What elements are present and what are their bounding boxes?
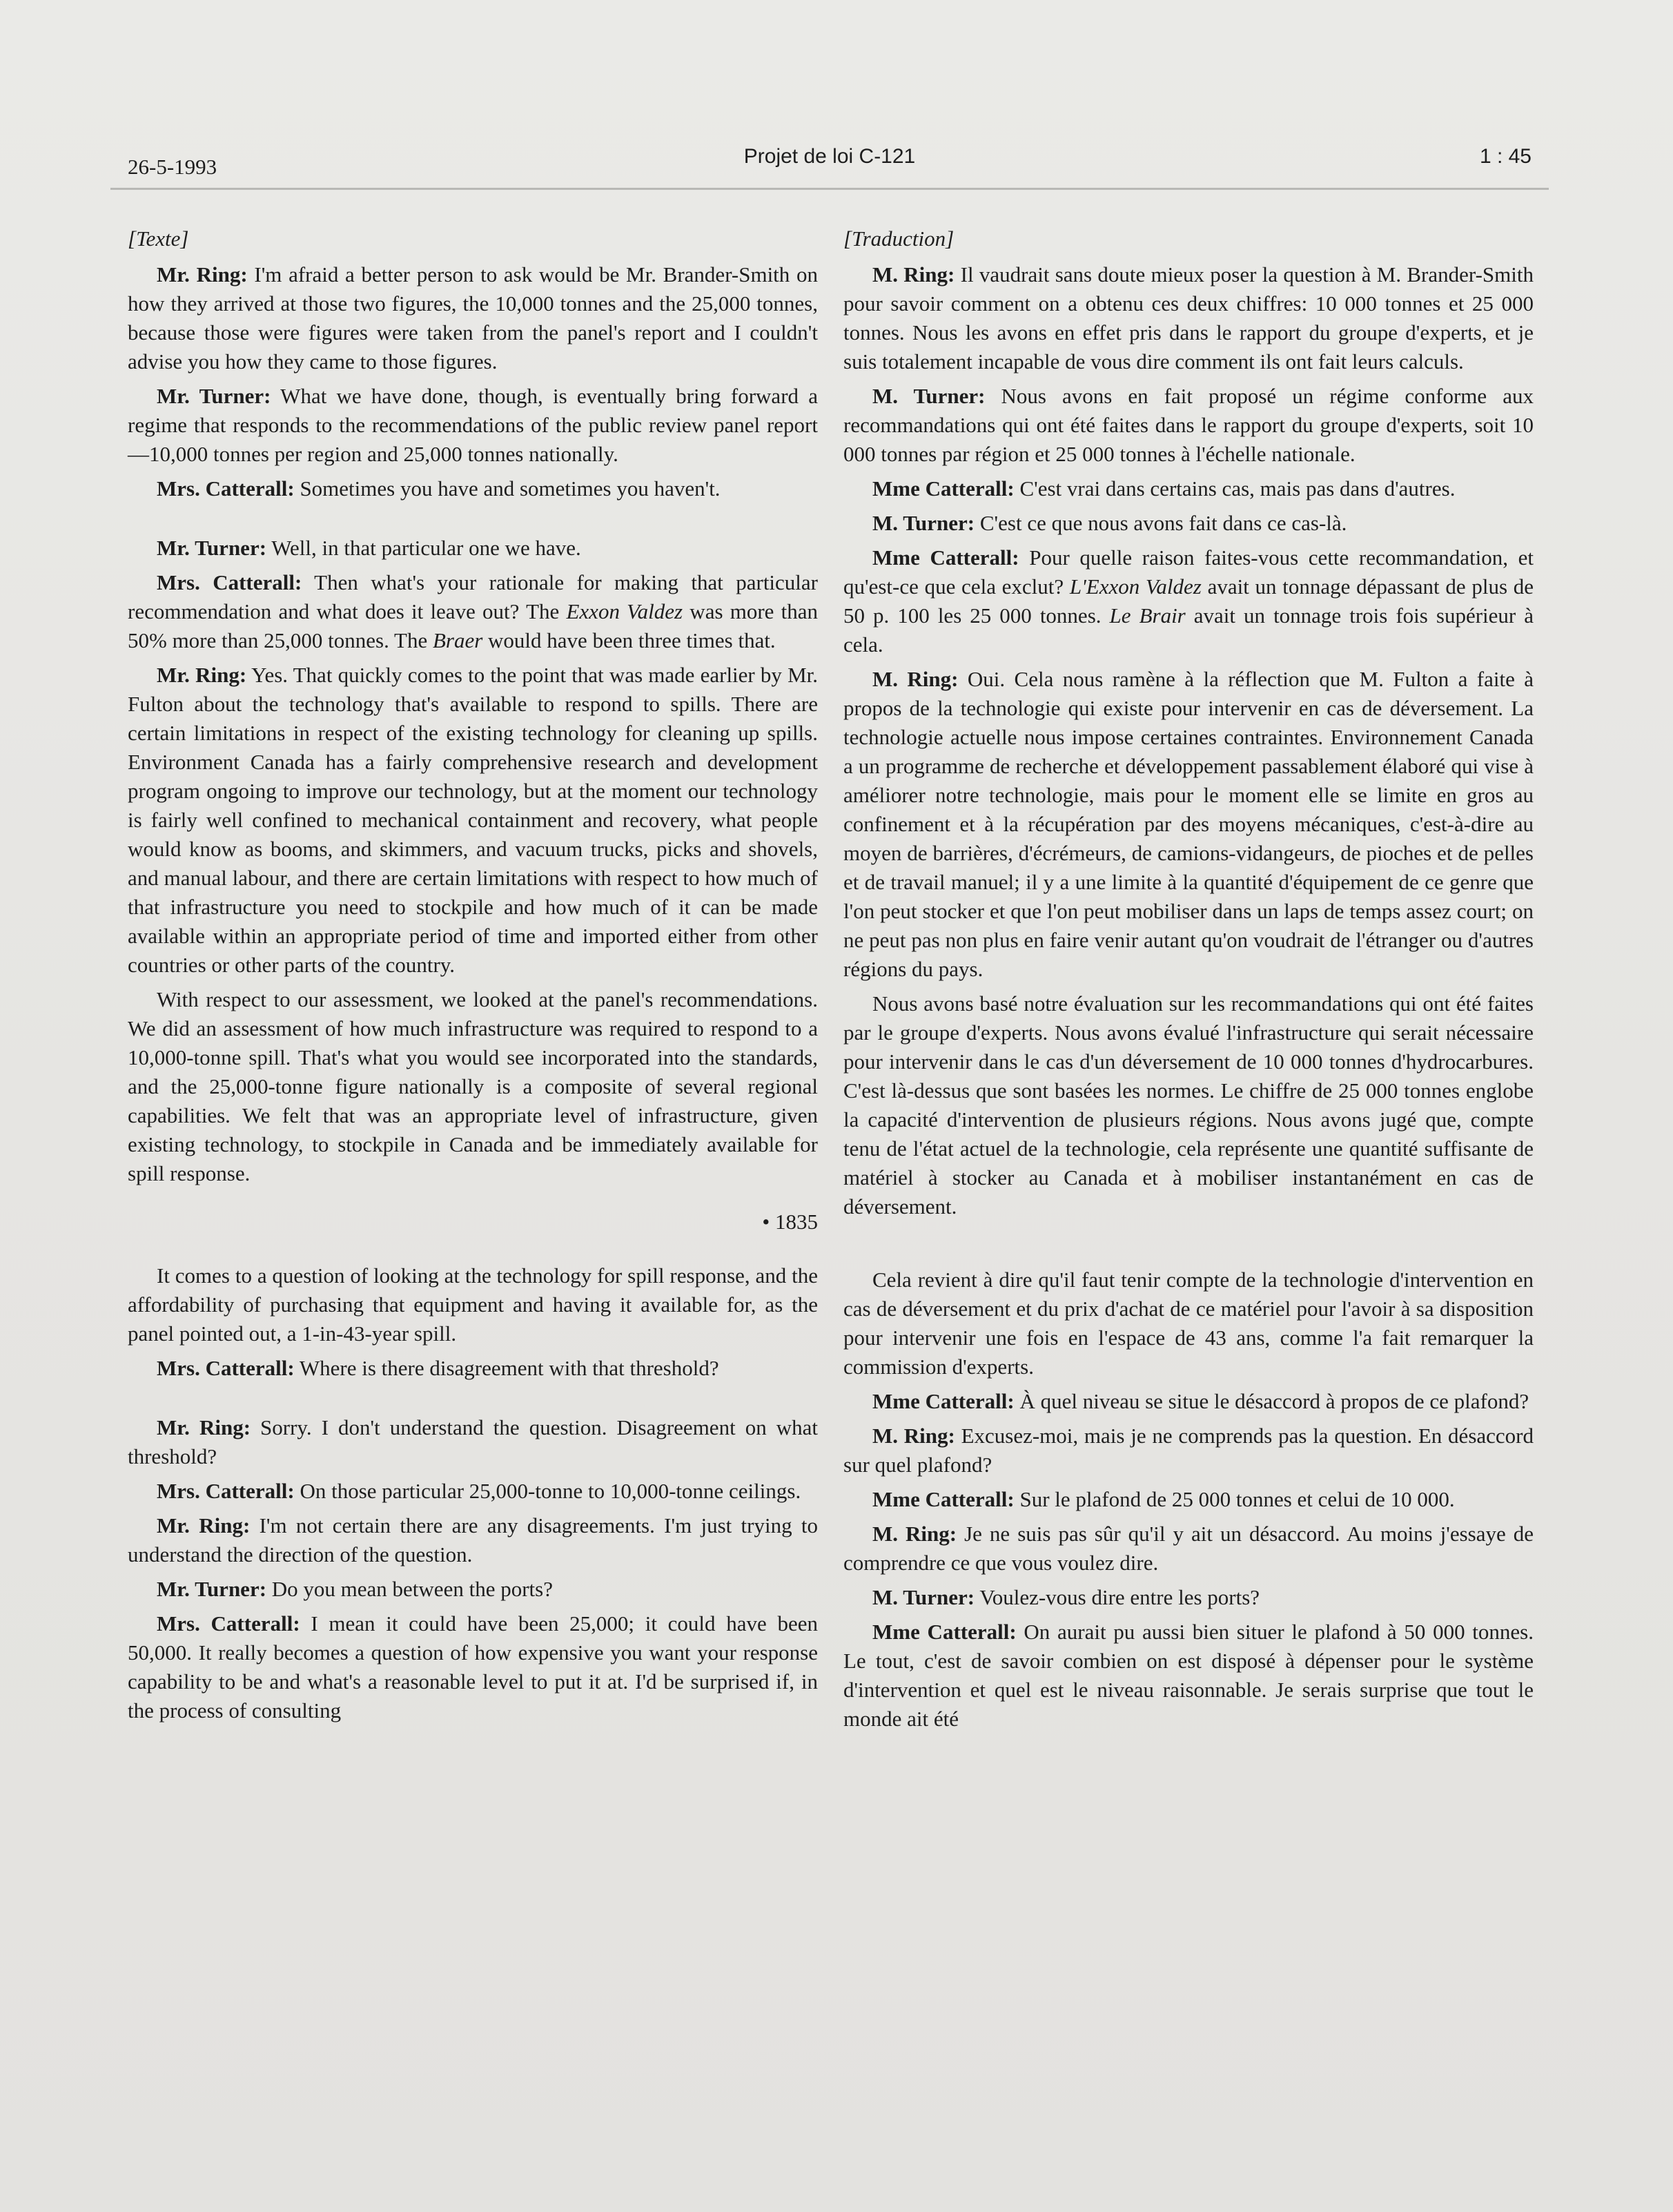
speech-text: Where is there disagreement with that threshold? (294, 1356, 719, 1380)
paragraph (843, 474, 1534, 503)
speaker: Mrs. Catterall: (157, 476, 295, 501)
speech-text: Voulez-vous dire entre les ports? (975, 1585, 1260, 1609)
speech-text: Then what's your rationale for making that particular recommendation and what does it leave out? The (128, 570, 818, 623)
paragraph (843, 260, 1534, 376)
speaker: M. Turner: (872, 1585, 975, 1609)
speech-text: I'm not certain there are any disagreements. I'm just trying to understand the direction of the question. (128, 1513, 818, 1566)
paragraph (128, 1413, 818, 1471)
speech-text: Do you mean between the ports? (266, 1577, 553, 1601)
paragraph (843, 1485, 1534, 1514)
speech-text: C'est ce que nous avons fait dans ce cas-là. (975, 511, 1347, 535)
column-tag: [Texte] (128, 226, 189, 251)
paragraph: It comes to a question of looking at the technology for spill response, and the affordability of purchasing that equipment and having it available for, as the panel pointed out, a 1-in-43-year spill. (128, 1263, 818, 1346)
speaker: M. Turner: (872, 511, 975, 535)
ship-name: L'Exxon Valdez (1069, 574, 1202, 599)
speech-text: Pour quelle raison faites-vous cette recommandation, et qu'est-ce que cela exclut? (843, 545, 1534, 599)
speaker: Mr. Turner: (157, 536, 267, 560)
speech-text: Well, in that particular one we have. (266, 536, 581, 560)
ship-name: Braer (432, 628, 483, 652)
speaker: Mme Catterall: (872, 476, 1015, 501)
paragraph (843, 1387, 1534, 1416)
page-number: 1 : 45 (1479, 145, 1532, 168)
speaker: Mr. Ring: (157, 262, 248, 287)
speaker: Mrs. Catterall: (157, 570, 302, 594)
speech-text: Yes. That quickly comes to the point that was made earlier by Mr. Fulton about the technology that's available to respond to spills. There are certain limitations in respect of the existing technology for cleaning up spills. Environment Canada has a fairly comprehensive research and development program ongoing to improve our technology, but at the moment our technology is fairly well confined to mechanical containment and recovery, what people would know as booms, and skimmers, and vacuum trucks, picks and shovels, and manual labour, and there are certain limitations with respect to how much of that infrastructure you need to stockpile and how much of it can be made available within an appropriate period of time and imported either from other countries or other parts of the country. (128, 663, 818, 977)
speech-text: What we have done, though, is eventually bring forward a regime that responds to the recommendations of the public review panel report—10,000 tonnes per region and 25,000 tonnes nationally. (128, 384, 819, 466)
speaker: Mr. Turner: (157, 384, 271, 408)
speech-text: Excusez-moi, mais je ne comprends pas la question. En désaccord sur quel plafond? (843, 1424, 1534, 1477)
english-column (128, 224, 818, 1731)
paragraph (128, 534, 818, 563)
speech-text: Il vaudrait sans doute mieux poser la question à M. Brander-Smith pour savoir comment on a obtenu ces deux chiffres: 10 000 tonnes et 25 000 tonnes. Nous les avons en effet pris dans le rapport du groupe d'experts, et je suis totalement incapable de vous dire comment ils ont fait leurs calculs. (843, 262, 1534, 373)
speech-text: Nous avons en fait proposé un régime conforme aux recommandations qui ont été faites dans le rapport du groupe d'experts, soit 10 000 tonnes par région et 25 000 tonnes à l'échelle nationale. (843, 384, 1534, 466)
french-column (843, 224, 1534, 1739)
paragraph (843, 1520, 1534, 1578)
speech-text: I mean it could have been 25,000; it could have been 50,000. It really becomes a question of how expensive you want your response capability to be and what's a reasonable level to put it at. I'd be surprised if, in the process of consulting (128, 1611, 818, 1723)
page-date: 26-5-1993 (128, 155, 217, 179)
column-tag: [Traduction] (843, 226, 955, 251)
speech-text: À quel niveau se situe le désaccord à propos de ce plafond? (1014, 1389, 1529, 1413)
speaker: M. Ring: (872, 1522, 957, 1546)
speech-text: avait un tonnage trois fois supérieur à cela. (843, 603, 1534, 657)
page-title: Projet de loi C-121 (743, 145, 916, 168)
speaker: M. Ring: (872, 667, 959, 691)
speaker: Mr. Ring: (157, 1513, 251, 1537)
speech-text: I'm afraid a better person to ask would be Mr. Brander-Smith on how they arrived at those two figures, the 10,000 tonnes and the 25,000 tonnes, because those were figures were taken from the panel's report and I couldn't advise you how they came to those figures. (128, 262, 818, 373)
paragraph (128, 1609, 818, 1725)
ship-name: Le Brair (1109, 603, 1186, 628)
speech-text: Oui. Cela nous ramène à la réflection que M. Fulton a faite à propos de la technologie qui existe pour intervenir en cas de déversement. La technologie actuelle nous impose certaines contraintes. Environnement Canada a un programme de recherche et développement passablement élaboré qui vise à améliorer notre technologie, mais pour le moment elle se limite en gros au confinement et à la récupération par des moyens mécaniques, c'est-à-dire au moyen de barrières, d'écrémeurs, de camions-vidangeurs, de pioches et de pelles et de travail manuel; il y a une limite à la quantité d'équipement de ce genre que l'on peut stocker et que l'on peut mobiliser dans un laps de temps assez court; on ne peut pas non plus en faire venir autant qu'on voudrait de l'étranger ou d'autres régions du pays. (843, 667, 1534, 981)
paragraph (843, 1618, 1534, 1734)
speech-text: would have been three times that. (482, 628, 776, 652)
speech-text: avait un tonnage dépassant de plus de 50 p. 100 les 25 000 tonnes. (843, 574, 1534, 628)
paragraph: Cela revient à dire qu'il faut tenir compte de la technologie d'intervention en cas de déversement et du prix d'achat de ce matériel pour l'avoir à sa disposition pour intervenir une fois en l'espace de 43 ans, comme l'a fait remarquer la commission d'experts. (843, 1268, 1534, 1379)
speaker: Mrs. Catterall: (157, 1479, 295, 1503)
speaker: M. Ring: (872, 1424, 955, 1448)
paragraph: Nous avons basé notre évaluation sur les recommandations qui ont été faites par le groupe d'experts. Nous avons évalué l'infrastructure qui serait nécessaire pour intervenir dans le cas d'un déversement de 10 000 tonnes d'hydrocarbures. C'est là-dessus que sont basées les normes. Le chiffre de 25 000 tonnes englobe la capacité d'intervention de plusieurs régions. Nous avons jugé que, compte tenu de l'état actuel de la technologie, cela représente une quantité suffisante de matériel à stocker au Canada et à mobiliser instantanément en cas de déversement. (843, 991, 1534, 1219)
speaker: M. Turner: (872, 384, 986, 408)
paragraph (843, 665, 1534, 984)
paragraph (128, 1477, 818, 1506)
speech-text: was more than 50% more than 25,000 tonnes. The (128, 599, 819, 652)
paragraph (128, 661, 818, 980)
speaker: Mr. Turner: (157, 1577, 267, 1601)
paragraph (128, 260, 818, 376)
speaker: M. Ring: (872, 262, 955, 287)
speech-text: C'est vrai dans certains cas, mais pas dans d'autres. (1014, 476, 1456, 501)
page-header (128, 145, 1532, 186)
paragraph (128, 474, 818, 503)
paragraph (843, 382, 1534, 469)
time-marker: • 1835 (762, 1210, 818, 1234)
speaker: Mrs. Catterall: (157, 1611, 300, 1636)
speaker: Mme Catterall: (872, 545, 1019, 570)
speaker: Mr. Ring: (157, 663, 247, 687)
speaker: Mrs. Catterall: (157, 1356, 295, 1380)
speech-text: Sur le plafond de 25 000 tonnes et celui de 10 000. (1014, 1487, 1455, 1511)
speech-text: Sometimes you have and sometimes you haven't. (294, 476, 721, 501)
paragraph (843, 543, 1534, 659)
speaker: Mr. Ring: (157, 1415, 251, 1439)
paragraph (843, 509, 1534, 538)
paragraph (843, 1422, 1534, 1479)
paragraph (128, 382, 818, 469)
speaker: Mme Catterall: (872, 1620, 1017, 1644)
ship-name: Exxon Valdez (566, 599, 683, 623)
speech-text: On those particular 25,000-tonne to 10,000-tonne ceilings. (294, 1479, 801, 1503)
header-rule (110, 188, 1549, 190)
speech-text: Sorry. I don't understand the question. Disagreement on what threshold? (128, 1415, 818, 1468)
paragraph (128, 568, 818, 655)
paragraph (128, 1575, 818, 1604)
paragraph (128, 1511, 818, 1569)
paragraph (843, 1583, 1534, 1612)
speaker: Mme Catterall: (872, 1487, 1015, 1511)
paragraph: With respect to our assessment, we looked at the panel's recommendations. We did an assessment of how much infrastructure was required to respond to a 10,000-tonne spill. That's what you would see incorporated into the standards, and the 25,000-tonne figure nationally is a composite of several regional capabilities. We felt that was an appropriate level of infrastructure, given existing technology, to stockpile in Canada and be immediately available for spill response. (128, 987, 818, 1185)
speech-text: On aurait pu aussi bien situer le plafond à 50 000 tonnes. Le tout, c'est de savoir combien on est disposé à dépenser pour le système d'intervention et quel est le niveau raisonnable. Je serais surprise que tout le monde ait été (843, 1620, 1534, 1731)
paragraph (128, 1354, 818, 1383)
speaker: Mme Catterall: (872, 1389, 1015, 1413)
speech-text: Je ne suis pas sûr qu'il y ait un désaccord. Au moins j'essaye de comprendre ce que vous voulez dire. (843, 1522, 1534, 1575)
